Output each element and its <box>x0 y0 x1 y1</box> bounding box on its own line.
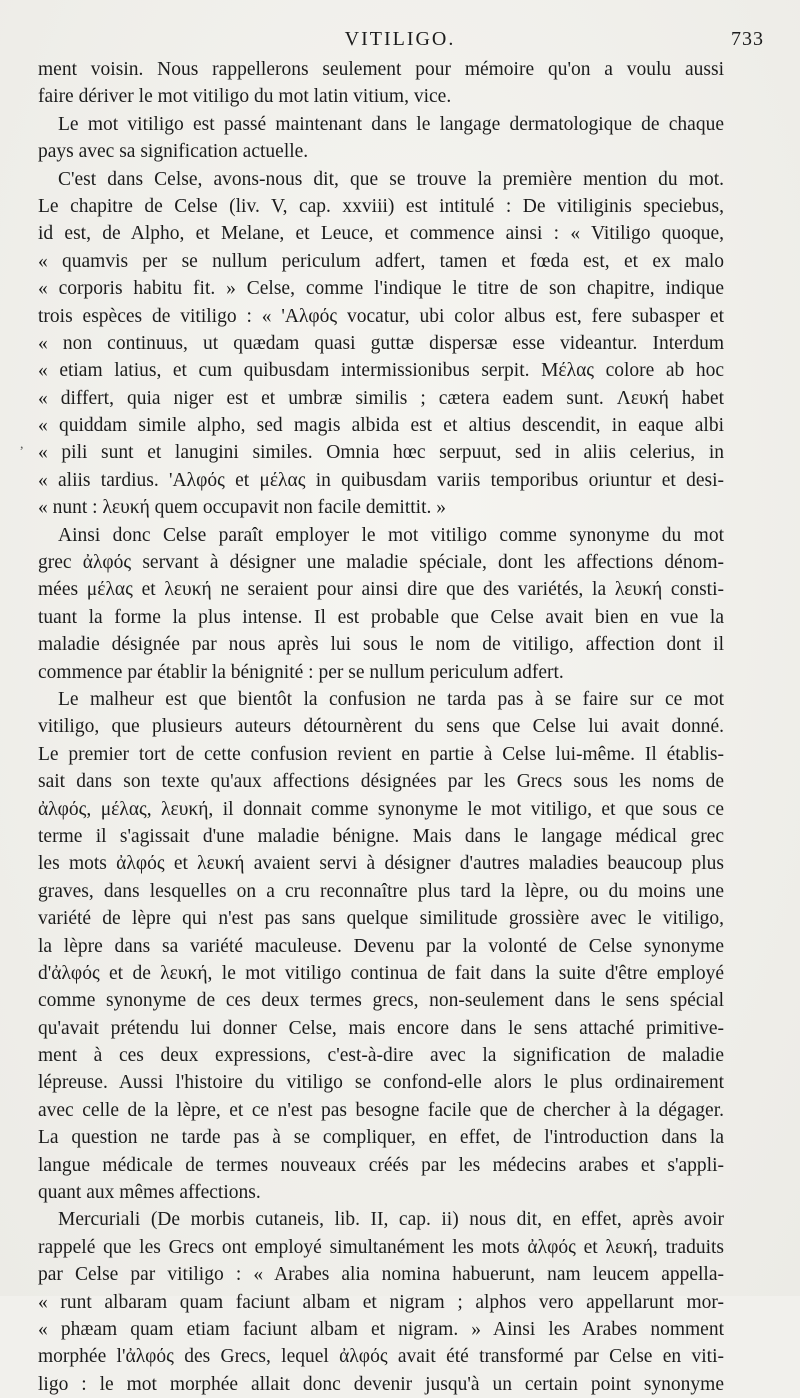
text-line: « quiddam simile alpho, sed magis albida est et altius descendit, in eaque albi <box>38 415 724 437</box>
text-line: qu'avait prétendu lui donner Celse, mais encore dans le sens attaché primitive- <box>38 1017 724 1039</box>
text-line: « aliis tardius. 'Αλφός et μέλας in quibusdam variis temporibus oriuntur et desi- <box>38 469 724 491</box>
text-line: commence par établir la bénignité : per se nullum periculum adfert. <box>38 661 564 683</box>
running-title: VITILIGO. <box>344 28 456 50</box>
text-line: maladie désignée par nous après lui sous le nom de vitiligo, affection dont il <box>38 634 724 656</box>
text-line: « corporis habitu fit. » Celse, comme l'indique le titre de son chapitre, indique <box>38 278 724 300</box>
body-text <box>38 56 724 1398</box>
text-line: variété de lèpre qui n'est pas sans quelque similitude grossière avec le vitiligo, <box>38 908 724 930</box>
text-line: avec celle de la lèpre, et ce n'est pas besogne facile que de chercher à la dégager. <box>38 1099 724 1121</box>
text-line: ἀλφός, μέλας, λευκή, il donnait comme synonyme le mot vitiligo, et que sous ce <box>38 798 724 820</box>
text-line: rappelé que les Grecs ont employé simultanément les mots ἀλφός et λευκή, traduits <box>38 1236 724 1258</box>
text-line: d'ἀλφός et de λευκή, le mot vitiligo continua de fait dans la suite d'être employé <box>38 962 724 984</box>
text-line: C'est dans Celse, avons-nous dit, que se trouve la première mention du mot. <box>58 168 724 190</box>
text-line: « differt, quia niger est et umbræ similis ; cætera eadem sunt. Λευκή habet <box>38 387 724 409</box>
text-line: « runt albaram quam faciunt albam et nigram ; alphos vero appellarunt mor- <box>38 1291 724 1313</box>
text-line: sait dans son texte qu'aux affections désignées par les Grecs sous les noms de <box>38 771 724 793</box>
text-line: « non continuus, ut quædam quasi guttæ dispersæ esse videantur. Interdum <box>38 332 724 354</box>
text-line: la lèpre dans sa variété maculeuse. Devenu par la volonté de Celse synonyme <box>38 935 724 957</box>
text-line: « etiam latius, et cum quibusdam intermissionibus serpit. Μέλας colore ab hoc <box>38 360 724 382</box>
text-line: par Celse par vitiligo : « Arabes alia nomina habuerunt, nam leucem appella- <box>38 1264 724 1286</box>
page-number: 733 <box>731 28 764 50</box>
text-line: lépreuse. Aussi l'histoire du vitiligo se confond-elle alors le plus ordinairement <box>38 1072 724 1094</box>
text-line: « nunt : λευκή quem occupavit non facile demittit. » <box>38 497 446 519</box>
text-line: Mercuriali (De morbis cutaneis, lib. II, cap. ii) nous dit, en effet, après avoir <box>58 1209 724 1231</box>
text-line: Le chapitre de Celse (liv. V, cap. xxviii) est intitulé : De vitiliginis speciebus, <box>38 195 724 217</box>
margin-mark: , <box>20 437 24 452</box>
text-line: les mots ἀλφός et λευκή avaient servi à désigner d'autres maladies beaucoup plus <box>38 853 724 875</box>
text-line: « pili sunt et lanugini similes. Omnia hœc serpuut, sed in aliis celerius, in <box>38 442 724 464</box>
text-line: « quamvis per se nullum periculum adfert, tamen et fœda est, et ex malo <box>38 250 724 272</box>
text-line: Le mot vitiligo est passé maintenant dans le langage dermatologique de chaque <box>58 113 724 135</box>
text-line: trois espèces de vitiligo : « 'Αλφός vocatur, ubi color albus est, fere subasper et <box>38 305 724 327</box>
text-line: quant aux mêmes affections. <box>38 1182 261 1204</box>
text-line: vitiligo, que plusieurs auteurs détournèrent du sens que Celse lui avait donné. <box>38 716 724 738</box>
running-head <box>30 20 770 56</box>
text-line: La question ne tarde pas à se compliquer, en effet, de l'introduction dans la <box>38 1127 724 1149</box>
text-line: ment à ces deux expressions, c'est-à-dire avec la signification de maladie <box>38 1045 724 1067</box>
text-line: Ainsi donc Celse paraît employer le mot vitiligo comme synonyme du mot <box>58 524 724 546</box>
text-line: morphée l'ἀλφός des Grecs, lequel ἀλφός avait été transformé par Celse en viti- <box>38 1346 724 1368</box>
text-line: id est, de Alpho, et Melane, et Leuce, et commence ainsi : « Vitiligo quoque, <box>38 223 724 245</box>
text-line: pays avec sa signification actuelle. <box>38 141 309 163</box>
text-line: grec ἀλφός servant à désigner une maladie spéciale, dont les affections dénom- <box>38 552 724 574</box>
text-line: Le premier tort de cette confusion revient en partie à Celse lui-même. Il établis- <box>38 743 724 765</box>
text-line: graves, dans lesquelles on a cru reconnaître plus tard la lèpre, ou du moins une <box>38 880 724 902</box>
text-line: terme il s'agissait d'une maladie bénigne. Mais dans le langage médical grec <box>38 825 724 847</box>
text-line: langue médicale de termes nouveaux créés par les médecins arabes et s'appli- <box>38 1154 724 1176</box>
text-line: faire dériver le mot vitiligo du mot latin vitium, vice. <box>38 86 452 108</box>
text-line: « phæam quam etiam faciunt albam et nigram. » Ainsi les Arabes nomment <box>38 1318 724 1340</box>
text-line: Le malheur est que bientôt la confusion ne tarda pas à se faire sur ce mot <box>58 688 724 710</box>
text-line: mées μέλας et λευκή ne seraient pour ainsi dire que des variétés, la λευκή consti- <box>38 579 724 601</box>
text-line: comme synonyme de ces deux termes grecs, non-seulement dans le sens spécial <box>38 990 724 1012</box>
text-line: tuant la forme la plus intense. Il est probable que Celse avait bien en vue la <box>38 606 724 628</box>
text-line: ment voisin. Nous rappellerons seulement pour mémoire qu'on a voulu aussi <box>38 59 724 80</box>
text-line: ligo : le mot morphée allait donc devenir jusqu'à un certain point synonyme <box>38 1373 724 1395</box>
